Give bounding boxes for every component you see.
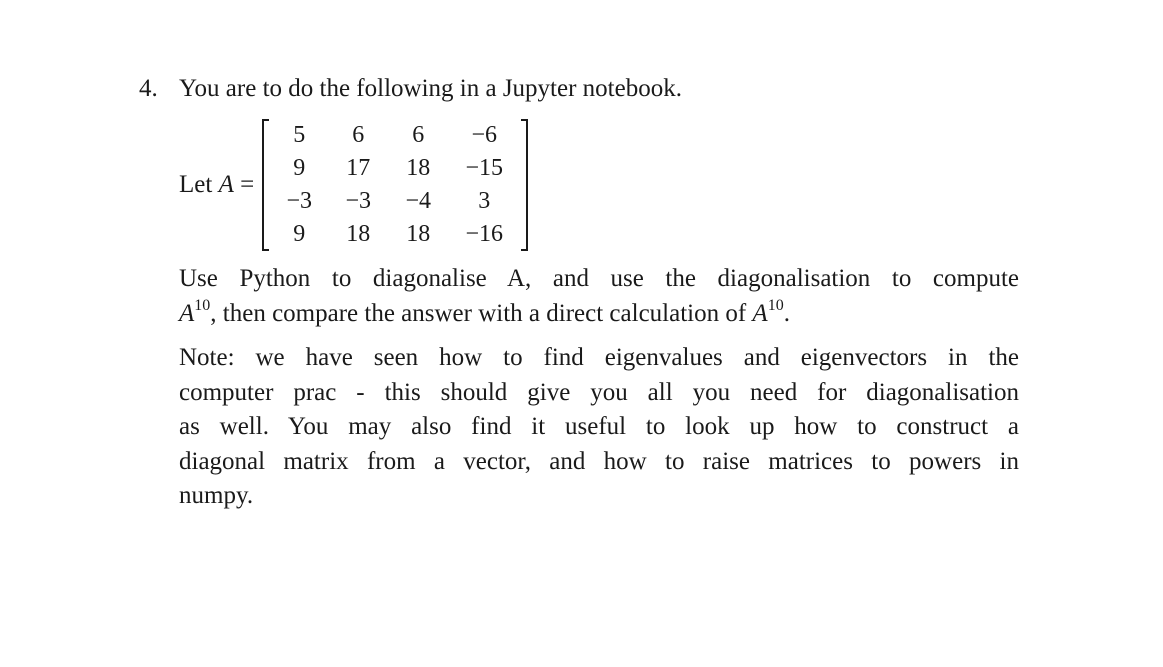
matrix-grid <box>269 119 521 251</box>
matrix-cell-r2c3: 18 <box>406 155 431 181</box>
matrix-cell-r3c2: −3 <box>345 188 371 214</box>
instruction-paragraph <box>179 262 1019 331</box>
power-variable: A <box>179 299 195 327</box>
instruction-line-1: Use Python to diagonalise A, and use the diagonalisation to compute <box>179 265 1019 292</box>
matrix-cell-r4c2: 18 <box>346 221 371 247</box>
matrix-cell-r4c3: 18 <box>406 221 431 247</box>
matrix-definition <box>179 118 528 252</box>
problem-prompt: You are to do the following in a Jupyter notebook. <box>179 75 682 102</box>
matrix-cell-r3c1: −3 <box>286 188 312 214</box>
matrix-cell-r4c1: 9 <box>293 221 306 247</box>
matrix-cell-r1c4: −6 <box>471 122 497 148</box>
instruction-line-2-end: . <box>783 299 790 327</box>
power-variable-2: A <box>752 299 768 327</box>
matrix-variable: A <box>218 171 234 198</box>
instruction-line-2-text: , then compare the answer with a direct calculation of <box>210 299 753 327</box>
note-line-4: diagonal matrix from a vector, and how to raise matrices to powers in <box>179 447 1019 475</box>
matrix-cell-r1c3: 6 <box>412 122 425 148</box>
matrix-cell-r3c3: −4 <box>405 188 431 214</box>
problem-number: 4. <box>139 75 158 102</box>
equals-sign: = <box>233 171 255 198</box>
right-bracket <box>521 119 528 251</box>
note-line-5: numpy. <box>179 482 254 509</box>
matrix-cell-r2c1: 9 <box>293 155 306 181</box>
matrix-a <box>262 118 528 252</box>
matrix-cell-r4c4: −16 <box>465 221 503 247</box>
matrix-cell-r1c1: 5 <box>293 122 306 148</box>
matrix-cell-r3c4: 3 <box>478 188 491 214</box>
matrix-label <box>179 170 254 200</box>
note-line-3: as well. You may also find it useful to look up how to construct a <box>179 413 1019 440</box>
let-text: Let <box>179 171 219 198</box>
matrix-cell-r1c2: 6 <box>352 122 365 148</box>
instruction-line-2 <box>179 297 1019 332</box>
note-line-2: computer prac - this should give you all you need for diagonalisation <box>179 378 1019 406</box>
left-bracket <box>262 119 269 251</box>
note-paragraph <box>179 341 1019 514</box>
matrix-cell-r2c4: −15 <box>465 155 503 181</box>
matrix-cell-r2c2: 17 <box>346 155 371 181</box>
power-exponent: 10 <box>194 296 211 314</box>
power-exponent-2: 10 <box>767 296 784 314</box>
note-line-1: Note: we have seen how to find eigenvalues and eigenvectors in the <box>179 344 1019 371</box>
